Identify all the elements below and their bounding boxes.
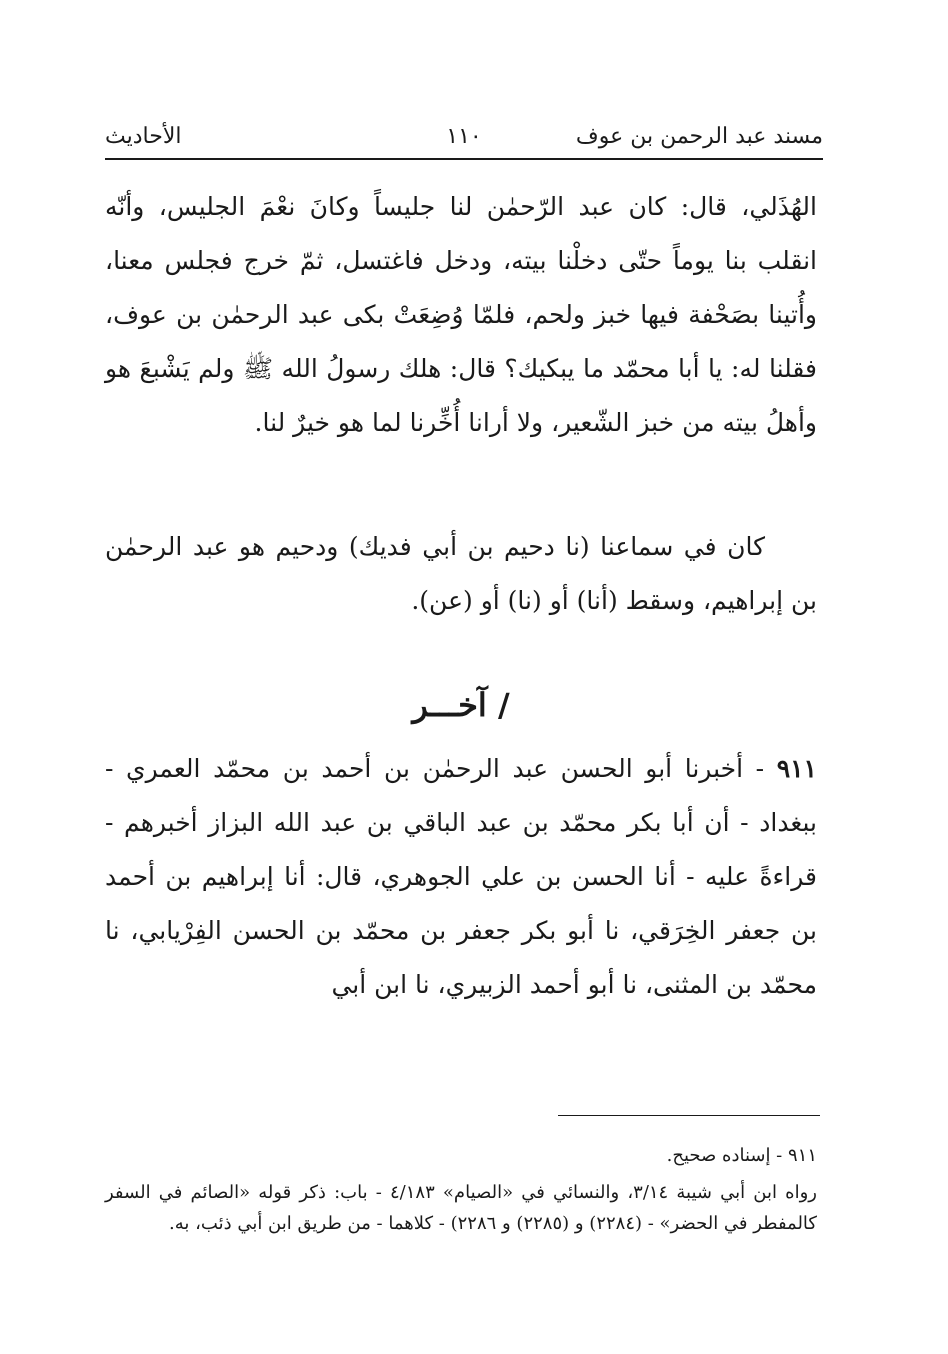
footnote-line: رواه ابن أبي شيبة ٣/١٤، والنسائي في «الصيام» ٤/١٨٣ - باب: ذكر قوله «الصائم في السفر كالمفطر في الحضر» - (٢٢٨٤) و (٢٢٨٥) و ٢٢٨٦) - كلاهما - من طريق ابن أبي ذئب، به. [105, 1182, 817, 1234]
hadith-block [105, 742, 817, 1012]
hadith-text: - أخبرنا أبو الحسن عبد الرحمٰن بن أحمد بن محمّد العمري - ببغداد - أن أبا بكر محمّد بن عبد الباقي بن عبد الله البزاز أخبرهم - قراءةً عليه - أنا الحسن بن علي الجوهري، قال: أنا إبراهيم بن أحمد بن جعفر الخِرَقي، نا أبو بكر جعفر بن محمّد بن الحسن الفِرْيابي، نا محمّد بن المثنى، نا أبو أحمد الزبيري، نا ابن أبي [105, 754, 817, 999]
header-rule [105, 158, 823, 160]
footnote-line: ٩١١ - إسناده صحيح. [666, 1145, 817, 1166]
paragraph-text: الهُذَلي، قال: كان عبد الرّحمٰن لنا جليساً وكانَ نعْمَ الجليس، وأنّه انقلب بنا يوماً حتّى دخلْنا بيته، ودخل فاغتسل، ثمّ خرج فجلس معنا، وأُتينا بصَحْفة فيها خبز ولحم، فلمّا وُضِعَتْ بكى عبد الرحمٰن بن عوف، فقلنا له: يا أبا محمّد ما يبكيك؟ قال: هلك رسولُ الله ﷺ ولم يَشْبعَ هو وأهلُ بيته من خبز الشّعير، ولا أرانا أُخِّرنا لما هو خيرٌ لنا. [105, 192, 817, 437]
footnote-rule [558, 1115, 820, 1116]
running-title: مسند عبد الرحمن بن عوف [575, 124, 823, 149]
paragraph-narration-end [105, 180, 817, 450]
hadith-number: ٩١١ [776, 754, 817, 783]
page-number: ١١٠ [446, 124, 482, 149]
paragraph-note [105, 520, 817, 628]
hadith-paragraph [105, 742, 817, 1012]
page-header [105, 118, 823, 158]
section-heading: / آخـــر [412, 686, 510, 724]
section-name: الأحاديث [105, 124, 182, 149]
footnotes [105, 1140, 817, 1239]
paragraph-text: كان في سماعنا (نا دحيم بن أبي فديك) ودحيم هو عبد الرحمٰن بن إبراهيم، وسقط (أنا) أو (نا) أو (عن). [105, 532, 817, 615]
